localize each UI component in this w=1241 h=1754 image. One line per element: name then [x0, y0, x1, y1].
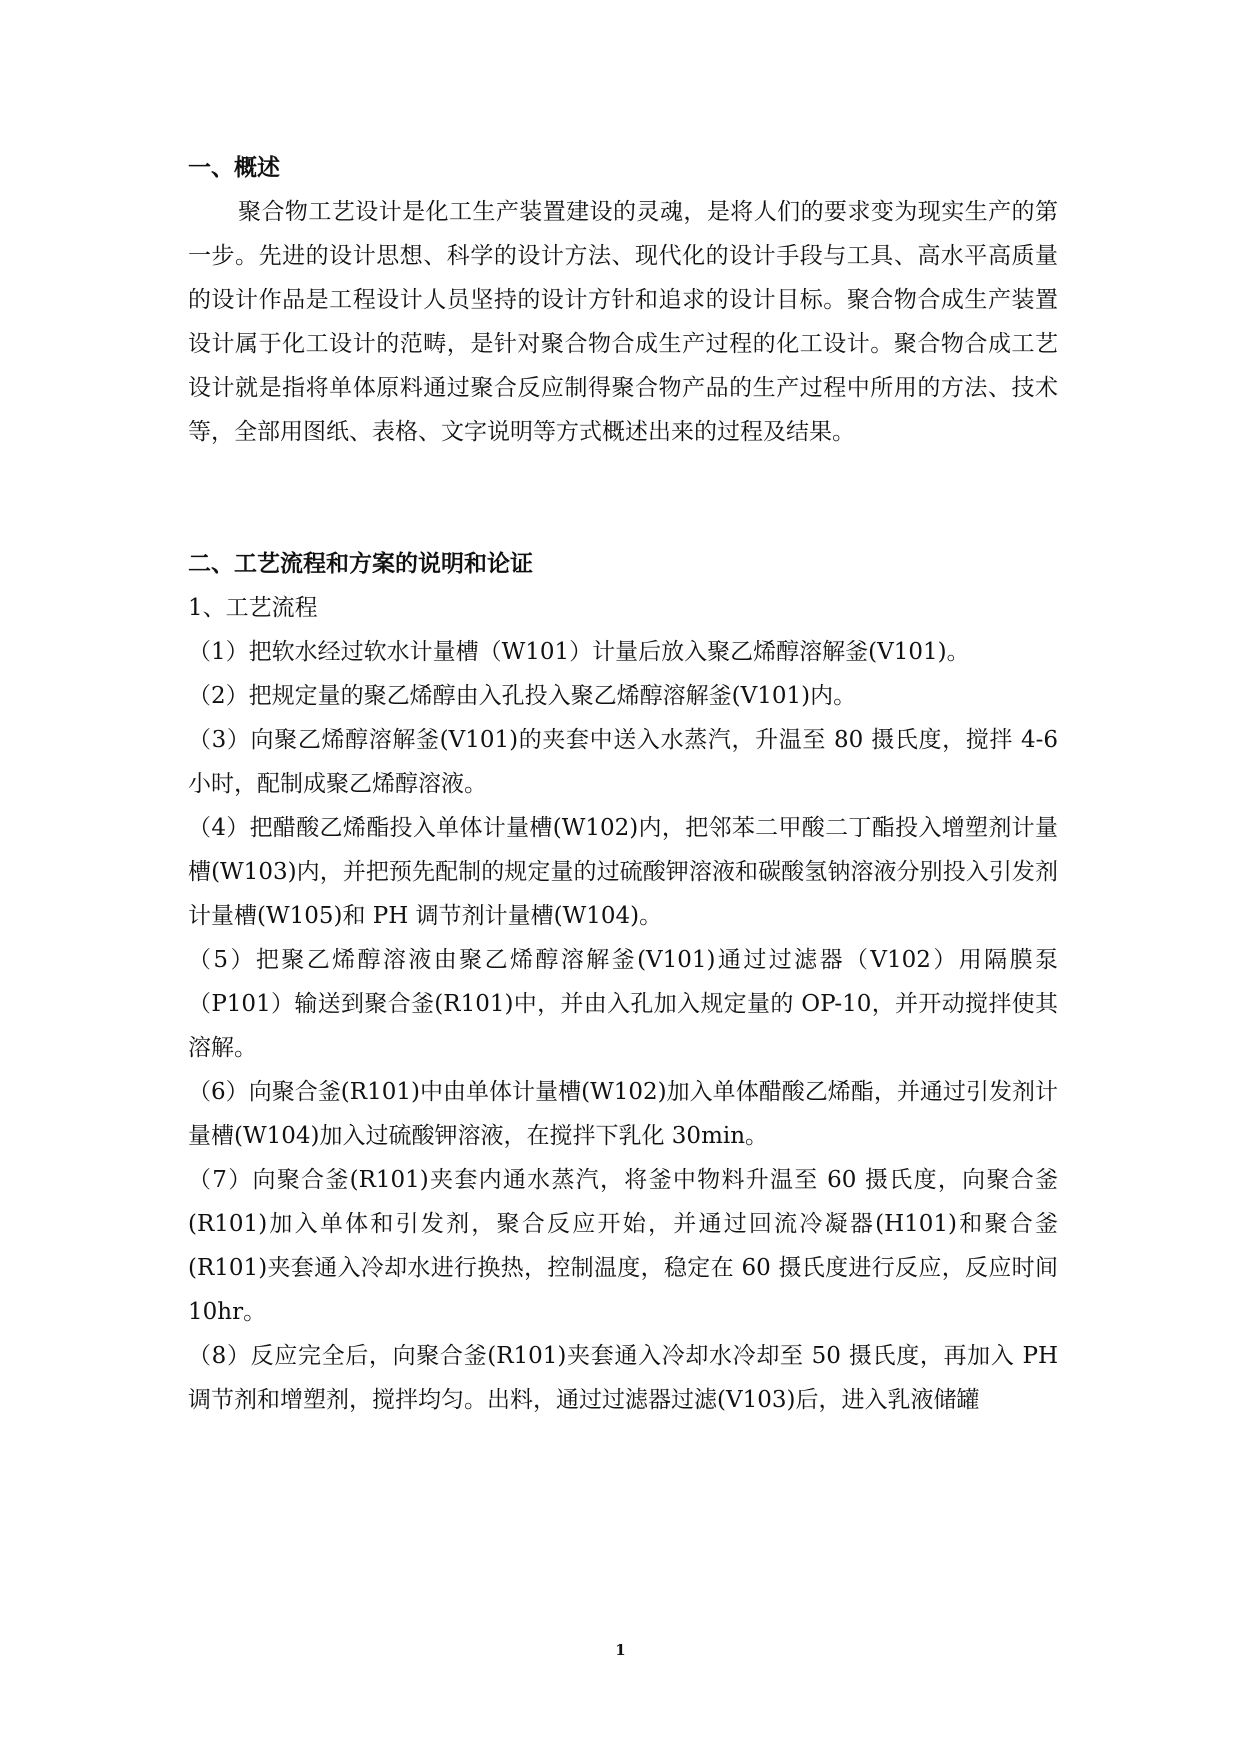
page-number: 1: [615, 1641, 626, 1659]
subheading-process-flow: 1、工艺流程: [188, 595, 318, 621]
section-heading-overview: 一、概述: [188, 155, 280, 181]
section-heading-process: 二、工艺流程和方案的说明和论证: [188, 551, 533, 577]
process-step-4: （4）把醋酸乙烯酯投入单体计量槽(W102)内，把邻苯二甲酸二丁酯投入增塑剂计量槽(W103)内，并把预先配制的规定量的过硫酸钾溶液和碳酸氢钠溶液分别投入引发剂计量槽(W105)和 PH 调节剂计量槽(W104)。: [188, 815, 1058, 929]
process-step-8: （8）反应完全后，向聚合釜(R101)夹套通入冷却水冷却至 50 摄氏度，再加入 PH 调节剂和增塑剂，搅拌均匀。出料，通过过滤器过滤(V103)后，进入乳液储罐: [188, 1343, 1058, 1413]
page-content: [188, 146, 1058, 1422]
process-step-7: （7）向聚合釜(R101)夹套内通水蒸汽，将釜中物料升温至 60 摄氏度，向聚合釜(R101)加入单体和引发剂，聚合反应开始，并通过回流冷凝器(H101)和聚合釜(R101)夹套通入冷却水进行换热，控制温度，稳定在 60 摄氏度进行反应，反应时间 10hr。: [188, 1167, 1058, 1325]
process-step-1: （1）把软水经过软水计量槽（W101）计量后放入聚乙烯醇溶解釜(V101)。: [188, 639, 970, 665]
section-spacer: [188, 454, 1058, 542]
process-step-5: （5）把聚乙烯醇溶液由聚乙烯醇溶解釜(V101)通过过滤器（V102）用隔膜泵（P101）输送到聚合釜(R101)中，并由入孔加入规定量的 OP-10，并开动搅拌使其溶解。: [188, 947, 1058, 1061]
process-step-2: （2）把规定量的聚乙烯醇由入孔投入聚乙烯醇溶解釜(V101)内。: [188, 683, 857, 709]
process-step-3: （3）向聚乙烯醇溶解釜(V101)的夹套中送入水蒸汽，升温至 80 摄氏度，搅拌 4-6 小时，配制成聚乙烯醇溶液。: [188, 727, 1058, 797]
process-step-6: （6）向聚合釜(R101)中由单体计量槽(W102)加入单体醋酸乙烯酯，并通过引发剂计量槽(W104)加入过硫酸钾溶液，在搅拌下乳化 30min。: [188, 1079, 1058, 1149]
overview-paragraph: 聚合物工艺设计是化工生产装置建设的灵魂，是将人们的要求变为现实生产的第一步。先进的设计思想、科学的设计方法、现代化的设计手段与工具、高水平高质量的设计作品是工程设计人员坚持的设计方针和追求的设计目标。聚合物合成生产装置设计属于化工设计的范畴，是针对聚合物合成生产过程的化工设计。聚合物合成工艺设计就是指将单体原料通过聚合反应制得聚合物产品的生产过程中所用的方法、技术等，全部用图纸、表格、文字说明等方式概述出来的过程及结果。: [188, 199, 1058, 445]
